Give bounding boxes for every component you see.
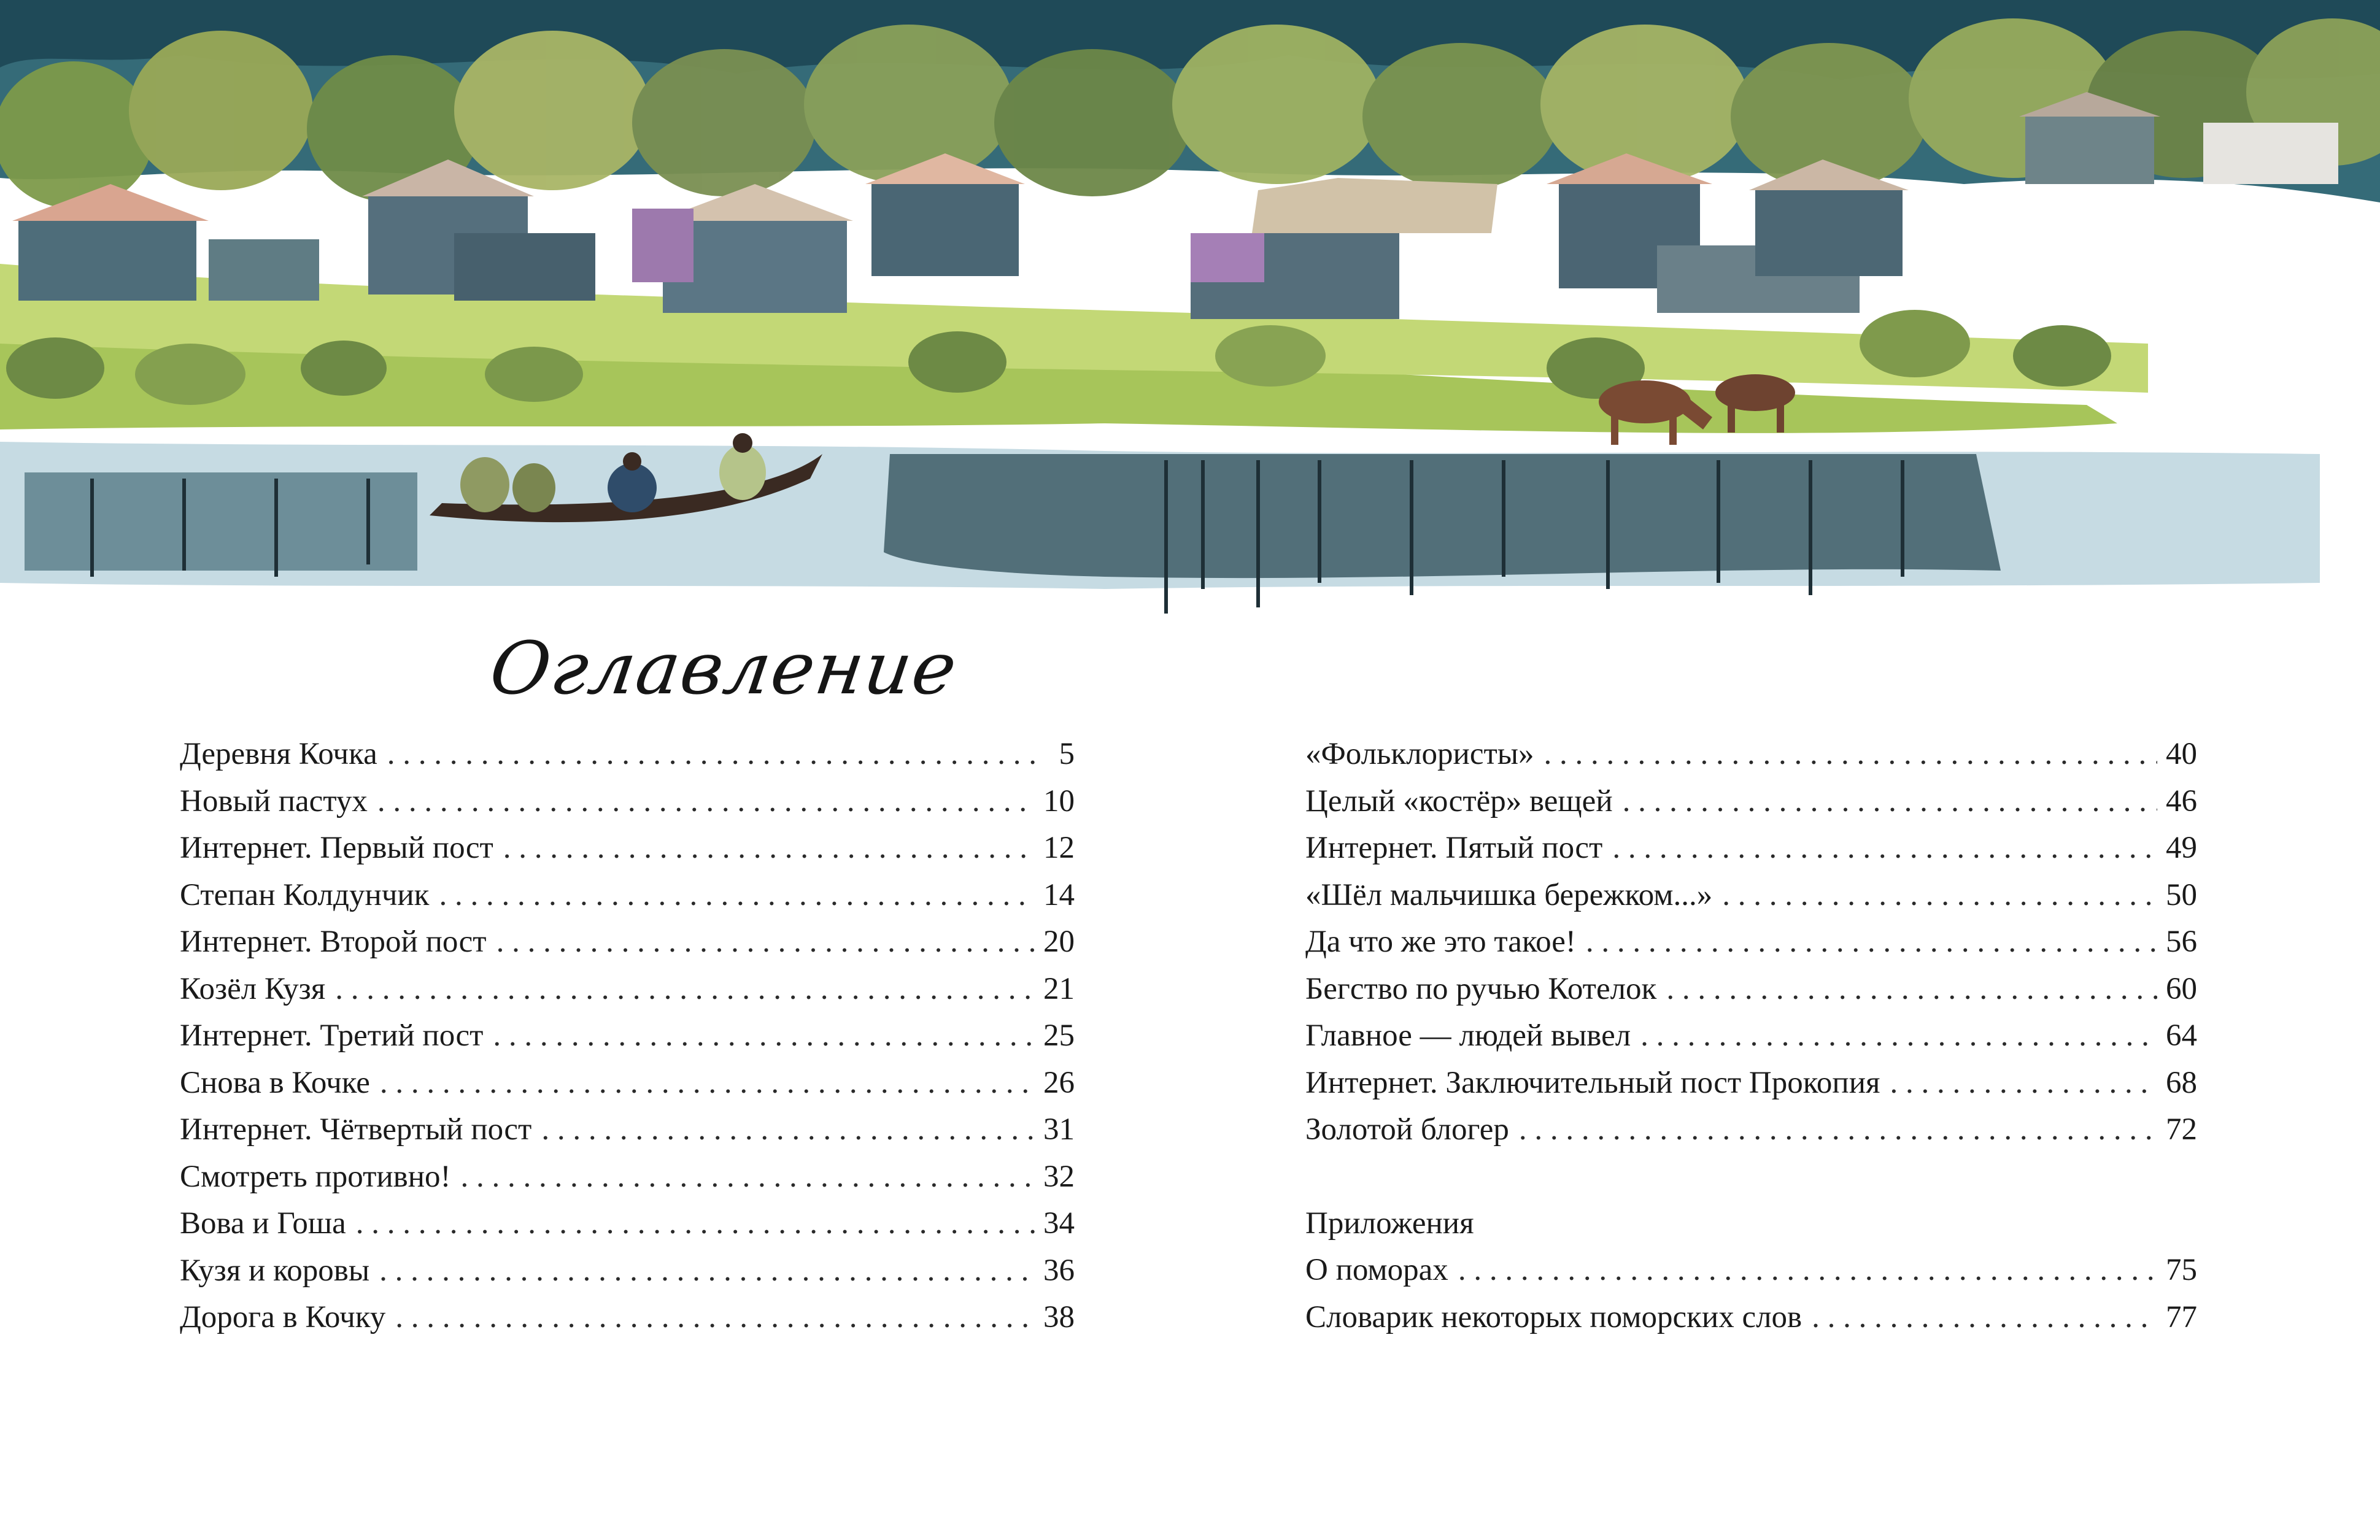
toc-entry-page: 72 xyxy=(2166,1112,2197,1147)
toc-entry-title: «Фольклористы» xyxy=(1305,737,1534,771)
toc-entry[interactable] xyxy=(180,918,1075,966)
toc-entry-page: 77 xyxy=(2166,1299,2197,1334)
toc-entry[interactable] xyxy=(1305,825,2197,872)
toc-entry[interactable] xyxy=(1305,1106,2197,1153)
dot-leader xyxy=(1519,1106,2157,1153)
toc-entry-page: 75 xyxy=(2166,1253,2197,1287)
toc-entry[interactable] xyxy=(180,1200,1075,1247)
toc-entry[interactable] xyxy=(180,1012,1075,1060)
contents-title: Оглавление xyxy=(485,626,963,710)
dot-leader xyxy=(503,825,1035,872)
dot-leader xyxy=(335,966,1035,1013)
toc-entry-page: 25 xyxy=(1043,1018,1075,1053)
toc-appendix-list xyxy=(1305,1247,2197,1341)
toc-entry-title: Интернет. Чётвертый пост xyxy=(180,1112,532,1147)
toc-entry[interactable] xyxy=(1305,1012,2197,1060)
dot-leader xyxy=(1623,778,2157,825)
dot-leader xyxy=(1812,1294,2157,1341)
toc-entry[interactable] xyxy=(180,778,1075,825)
toc-entry-page: 56 xyxy=(2166,925,2197,959)
dot-leader xyxy=(1722,872,2157,919)
river-reflection-dark xyxy=(884,454,2001,578)
dot-leader xyxy=(1640,1012,2157,1060)
dot-leader xyxy=(1612,825,2157,872)
dot-leader xyxy=(387,731,1041,778)
dot-leader xyxy=(541,1106,1035,1153)
toc-entry-page: 60 xyxy=(2166,971,2197,1006)
toc-entry[interactable] xyxy=(1305,872,2197,919)
village-river-illustration xyxy=(0,0,2380,620)
dot-leader xyxy=(356,1200,1035,1247)
toc-entry-title: Смотреть противно! xyxy=(180,1159,451,1194)
toc-entry-title: Бегство по ручью Котелок xyxy=(1305,971,1657,1006)
toc-entry-page: 49 xyxy=(2166,831,2197,865)
toc-entry-page: 14 xyxy=(1043,877,1075,912)
dot-leader xyxy=(395,1294,1035,1341)
toc-entry-title: О поморах xyxy=(1305,1253,1448,1287)
appendix-heading: Приложения xyxy=(1305,1206,1474,1241)
toc-entry-title: Главное — людей вывел xyxy=(1305,1018,1631,1053)
dot-leader xyxy=(1544,731,2157,778)
toc-entry[interactable] xyxy=(180,731,1075,778)
toc-entry[interactable] xyxy=(1305,1294,2197,1341)
toc-entry-title: Степан Колдунчик xyxy=(180,877,430,912)
toc-entry[interactable] xyxy=(1305,1060,2197,1107)
toc-entry[interactable] xyxy=(1305,731,2197,778)
toc-entry-page: 26 xyxy=(1043,1065,1075,1100)
grazing-horses xyxy=(1599,374,1795,445)
toc-entry[interactable] xyxy=(1305,1247,2197,1294)
toc-entry-title: Да что же это такое! xyxy=(1305,925,1576,959)
dot-leader xyxy=(380,1060,1035,1107)
toc-entry-title: Деревня Кочка xyxy=(180,737,377,771)
dot-leader xyxy=(461,1153,1035,1201)
dot-leader xyxy=(1458,1247,2157,1294)
toc-entry-title: Интернет. Пятый пост xyxy=(1305,831,1603,865)
dot-leader xyxy=(439,872,1035,919)
toc-right-column xyxy=(1305,731,2197,1153)
toc-entry-title: Целый «костёр» вещей xyxy=(1305,783,1613,818)
toc-entry-page: 5 xyxy=(1059,737,1075,771)
toc-entry[interactable] xyxy=(180,1106,1075,1153)
toc-entry-page: 12 xyxy=(1043,831,1075,865)
toc-entry-title: Козёл Кузя xyxy=(180,971,326,1006)
toc-entry-page: 34 xyxy=(1043,1206,1075,1241)
toc-entry-page: 36 xyxy=(1043,1253,1075,1288)
toc-entry[interactable] xyxy=(180,872,1075,919)
dot-leader xyxy=(1890,1060,2157,1107)
toc-left-column xyxy=(180,731,1075,1341)
toc-entry[interactable] xyxy=(1305,778,2197,825)
toc-entry-page: 68 xyxy=(2166,1065,2197,1100)
toc-entry-title: Словарик некоторых поморских слов xyxy=(1305,1299,1802,1334)
toc-entry-title: Интернет. Заключительный пост Прокопия xyxy=(1305,1065,1880,1100)
toc-entry-title: Золотой блогер xyxy=(1305,1112,1509,1147)
toc-entry-title: Интернет. Третий пост xyxy=(180,1018,484,1053)
village-scene-drawing xyxy=(0,0,2380,620)
toc-entry-page: 20 xyxy=(1043,925,1075,959)
toc-entry[interactable] xyxy=(180,966,1075,1013)
dot-leader xyxy=(496,918,1035,966)
toc-entry-title: Новый пастух xyxy=(180,783,368,818)
toc-entry-page: 38 xyxy=(1043,1300,1075,1334)
dot-leader xyxy=(1666,966,2157,1013)
dot-leader xyxy=(493,1012,1035,1060)
toc-entry-page: 32 xyxy=(1043,1159,1075,1194)
toc-entry-title: Дорога в Кочку xyxy=(180,1300,386,1334)
toc-entry[interactable] xyxy=(180,1247,1075,1295)
toc-entry-page: 64 xyxy=(2166,1018,2197,1053)
toc-entry-title: Кузя и коровы xyxy=(180,1253,370,1288)
dot-leader xyxy=(377,778,1035,825)
dot-leader xyxy=(379,1247,1035,1295)
toc-entry[interactable] xyxy=(1305,918,2197,966)
toc-entry[interactable] xyxy=(180,1060,1075,1107)
toc-entry-page: 31 xyxy=(1043,1112,1075,1147)
toc-entry-page: 21 xyxy=(1043,971,1075,1006)
toc-entry-page: 46 xyxy=(2166,783,2197,818)
toc-entry[interactable] xyxy=(180,1153,1075,1201)
toc-entry[interactable] xyxy=(1305,966,2197,1013)
toc-entry[interactable] xyxy=(180,1294,1075,1341)
toc-entry-title: Вова и Гоша xyxy=(180,1206,346,1241)
toc-entry-page: 10 xyxy=(1043,783,1075,818)
toc-entry-title: Снова в Кочке xyxy=(180,1065,370,1100)
dot-leader xyxy=(1586,918,2157,966)
toc-entry-page: 50 xyxy=(2166,877,2197,912)
river-reflection-left xyxy=(25,472,417,571)
toc-entry[interactable] xyxy=(180,825,1075,872)
toc-entry-page: 40 xyxy=(2166,737,2197,771)
toc-entry-title: «Шёл мальчишка бережком...» xyxy=(1305,877,1713,912)
toc-entry-title: Интернет. Первый пост xyxy=(180,831,493,865)
toc-entry-title: Интернет. Второй пост xyxy=(180,925,487,959)
